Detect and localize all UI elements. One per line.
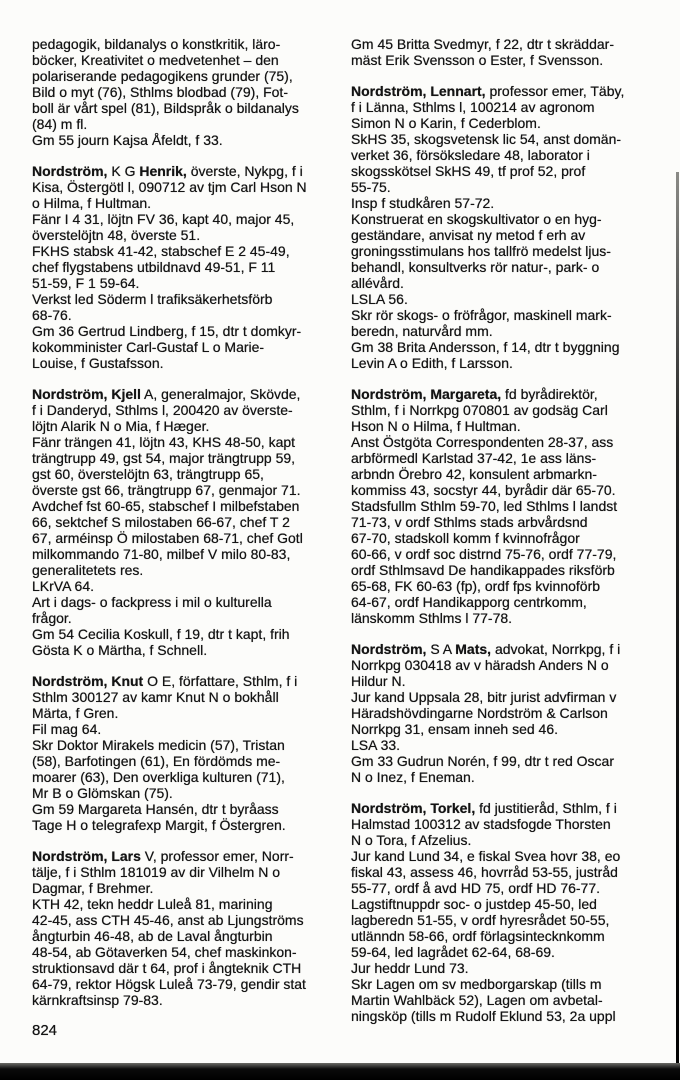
entry-text: A, generalmajor, Skövde, xyxy=(140,386,301,402)
text-line: Verkst led Söderm l trafiksäkerhetsförb xyxy=(32,291,273,307)
entry-name: Henrik, xyxy=(139,163,187,179)
text-line: allévård. xyxy=(351,275,404,291)
text-line: Konstruerat en skogskultivator o en hyg- xyxy=(351,211,602,227)
text-line: Norrkpg 030418 av v häradsh Anders N o xyxy=(351,657,609,673)
text-line: beredn, naturvård mm. xyxy=(351,323,493,339)
text-line: lagberedn 51-55, v ordf hyresrådet 50-55, xyxy=(351,912,610,928)
text-line: ångturbin 46-48, ab de Laval ångturbin xyxy=(32,928,273,944)
text-line: Norrkpg 31, ensam inneh sed 46. xyxy=(351,721,559,737)
entry-text: advokat, Norrkpg, f i xyxy=(491,641,621,657)
scan-artifact-bottom-band xyxy=(0,1063,680,1080)
text-line: KTH 42, tekn heddr Luleå 81, marining xyxy=(32,896,273,912)
text-line: 67-70, stadskoll komm f kvinnofrågor xyxy=(351,530,580,546)
text-line: 68-76. xyxy=(32,307,72,323)
text-line: 64-67, ordf Handikapporg centrkomm, xyxy=(351,594,587,610)
text-line: Sthlm, f i Norrkpg 070801 av godsäg Carl xyxy=(351,402,608,418)
text-line: 48-54, ab Götaverken 54, chef maskinkon- xyxy=(32,944,297,960)
entry-name: Nordström, Torkel, xyxy=(351,800,476,816)
text-line: ordf Sthlmsavd De handikappades riksförb xyxy=(351,562,615,578)
text-line: gst 60, överstelöjtn 63, trängtrupp 65, xyxy=(32,466,264,482)
text-line: 59-64, led lagrådet 62-64, 68-69. xyxy=(351,944,555,960)
right-column xyxy=(351,36,669,1024)
text-line: 42-45, ass CTH 45-46, anst ab Ljungströms xyxy=(32,912,304,928)
text-line: (84) m fl. xyxy=(32,116,88,132)
text-line: Märta, f Gren. xyxy=(32,705,119,721)
text-line: Bild o myt (76), Sthlms blodbad (79), Fot- xyxy=(32,84,288,100)
text-line: behandl, konsultverks rör natur-, park- o xyxy=(351,259,600,275)
entry-name: Nordström, Kjell xyxy=(32,386,141,402)
text-line: 71-73, v ordf Sthlms stads arbvårdsnd xyxy=(351,514,588,530)
text-line: Fänr I 4 31, löjtn FV 36, kapt 40, major 45, xyxy=(32,211,295,227)
text-line: verket 36, försöksledare 48, laborator i xyxy=(351,147,590,163)
text-line: trängtrupp 49, gst 54, major trängtrupp 59, xyxy=(32,450,296,466)
text-line: länskomm Sthlms l 77-78. xyxy=(351,610,513,626)
text-line: LSLA 56. xyxy=(351,291,408,307)
text-line: Dagmar, f Brehmer. xyxy=(32,880,154,896)
text-line: överste gst 66, trängtrupp 67, genmajor 71. xyxy=(32,482,301,498)
text-line: SkHS 35, skogsvetensk lic 54, anst domän- xyxy=(351,131,622,147)
text-line: Avdchef fst 60-65, stabschef I milbefstaben xyxy=(32,498,300,514)
entry-text: V, professor emer, Norr- xyxy=(140,848,294,864)
text-line: 51-59, F 1 59-64. xyxy=(32,275,140,291)
text-line: pedagogik, bildanalys o konstkritik, läro- xyxy=(32,36,281,52)
text-line: Tage H o telegrafexp Margit, f Östergren. xyxy=(32,817,286,833)
entry-name: Nordström, Lars xyxy=(32,848,141,864)
text-line: Jur kand Uppsala 28, bitr jurist advfirman v xyxy=(351,689,617,705)
entry-name: Nordström, Knut xyxy=(32,673,144,689)
text-line: FKHS stabsk 41-42, stabschef E 2 45-49, xyxy=(32,243,290,259)
text-line: utlänndn 58-66, ordf förlagsintecknkomm xyxy=(351,928,605,944)
text-line xyxy=(351,83,669,99)
text-line: Gm 45 Britta Svedmyr, f 22, dtr t skräddar- xyxy=(351,36,614,52)
text-line: moarer (63), Den overkliga kulturen (71), xyxy=(32,769,285,785)
text-line: 65-68, FK 60-63 (fp), ordf fps kvinnoförb xyxy=(351,578,601,594)
text-line: Gm 55 journ Kajsa Åfeldt, f 33. xyxy=(32,132,223,148)
text-line: o Hilma, f Hultman. xyxy=(32,195,152,211)
text-line: Simon N o Karin, f Cederblom. xyxy=(351,115,541,131)
text-line: 55-75. xyxy=(351,179,391,195)
text-line: 55-77, ordf å avd HD 75, ordf HD 76-77. xyxy=(351,880,601,896)
text-line: fiskal 43, assess 46, hovrråd 53-55, justråd xyxy=(351,864,618,880)
text-line: arbförmedl Karlstad 37-42, 1e ass läns- xyxy=(351,450,597,466)
text-line: Hson N o Hilma, f Hultman. xyxy=(351,418,521,434)
text-line xyxy=(351,800,669,816)
entry-text: K G xyxy=(107,163,140,179)
text-line: generalitetets res. xyxy=(32,562,144,578)
text-line: Gm 36 Gertrud Lindberg, f 15, dtr t domkyr- xyxy=(32,323,302,339)
entry-text: fd byrådirektör, xyxy=(501,386,598,402)
entry-knut xyxy=(32,673,350,833)
text-line: Skr Doktor Mirakels medicin (57), Tristan xyxy=(32,737,285,753)
text-line: LKrVA 64. xyxy=(32,578,95,594)
text-line: chef flygstabens utbildnavd 49-51, F 11 xyxy=(32,259,276,275)
text-line: Art i dags- o fackpress i mil o kulturella xyxy=(32,594,272,610)
text-line: Halmstad 100312 av stadsfogde Thorsten xyxy=(351,816,611,832)
text-line: Stadsfullm Sthlm 59-70, led Sthlms l landst xyxy=(351,498,618,514)
text-line: 66, sektchef S milostaben 66-67, chef T 2 xyxy=(32,514,290,530)
page-number: 824 xyxy=(32,1022,58,1039)
text-line: N o Tora, f Afzelius. xyxy=(351,832,472,848)
text-line: mäst Erik Svensson o Ester, f Svensson. xyxy=(351,52,604,68)
text-line: överstelöjtn 48, överste 51. xyxy=(32,227,201,243)
text-line: Gösta K o Märtha, f Schnell. xyxy=(32,642,208,658)
text-line: groningsstimulans hos tallfrö medelst ljus- xyxy=(351,243,611,259)
entry-lennart xyxy=(351,83,669,371)
text-line: Levin A o Edith, f Larsson. xyxy=(351,355,513,371)
text-line: f i Danderyd, Sthlms l, 200420 av överste- xyxy=(32,402,293,418)
scan-artifact-right-edge xyxy=(676,172,679,1080)
entry-lars xyxy=(32,848,350,1008)
text-line: (58), Barfotingen (61), En fördömds me- xyxy=(32,753,281,769)
text-line: Kisa, Östergötl l, 090712 av tjm Carl Hson N xyxy=(32,179,307,195)
entry-name: Nordström, Lennart, xyxy=(351,83,486,99)
text-line: Anst Östgöta Correspondenten 28-37, ass xyxy=(351,434,614,450)
text-line: boll är vårt spel (81), Bildspråk o bildanalys xyxy=(32,100,299,116)
text-line: Häradshövdingarne Nordström & Carlson xyxy=(351,705,608,721)
entry-k-g-henrik xyxy=(32,163,350,371)
text-line xyxy=(351,641,669,657)
text-line: Fänr trängen 41, löjtn 43, KHS 48-50, kapt xyxy=(32,434,296,450)
text-line: Gm 33 Gudrun Norén, f 99, dtr t red Oscar xyxy=(351,753,614,769)
text-line: böcker, Kreativitet o medvetenhet – den xyxy=(32,52,279,68)
text-line: Mr B o Glömskan (75). xyxy=(32,785,173,801)
text-line: arbndn Örebro 42, konsulent arbmarkn- xyxy=(351,466,597,482)
entry-margareta xyxy=(351,386,669,626)
text-line: skogsskötsel SkHS 49, tf prof 52, prof xyxy=(351,163,586,179)
entry-text: fd justitieråd, Sthlm, f i xyxy=(475,800,617,816)
text-line: kokomminister Carl-Gustaf L o Marie- xyxy=(32,339,265,355)
text-line: Skr rör skogs- o fröfrågor, maskinell mark- xyxy=(351,307,612,323)
left-column xyxy=(32,36,350,1008)
text-line: 64-79, rektor Högsk Luleå 73-79, gendir stat xyxy=(32,976,306,992)
entry-text: O E, författare, Sthlm, f i xyxy=(143,673,298,689)
text-line: struktionsavd där t 64, prof i ångteknik CTH xyxy=(32,960,302,976)
text-line: Martin Wahlbäck 52), Lagen om avbetal- xyxy=(351,992,603,1008)
entry-name: Nordström, xyxy=(351,641,427,657)
continuation-previous-entry xyxy=(351,36,669,68)
text-line xyxy=(32,163,350,179)
text-line: Skr Lagen om sv medborgarskap (tills m xyxy=(351,976,602,992)
entry-name: Nordström, Margareta, xyxy=(351,386,502,402)
text-line: löjtn Alarik N o Mia, f Hæger. xyxy=(32,418,210,434)
text-line xyxy=(32,848,350,864)
text-line: polariserande pedagogikens grunder (75), xyxy=(32,68,293,84)
text-line: kärnkraftsinsp 79-83. xyxy=(32,992,163,1008)
text-line: ningsköp (tills m Rudolf Eklund 53, 2a uppl xyxy=(351,1008,616,1024)
entry-s-a-mats xyxy=(351,641,669,785)
text-line: Gm 59 Margareta Hansén, dtr t byråass xyxy=(32,801,279,817)
text-line: Lagstiftnuppdr soc- o justdep 45-50, led xyxy=(351,896,597,912)
text-line: Gm 38 Brita Andersson, f 14, dtr t byggning xyxy=(351,339,620,355)
entry-name: Nordström, xyxy=(32,163,108,179)
entry-text: överste, Nykpg, f i xyxy=(186,163,303,179)
text-line: frågor. xyxy=(32,610,72,626)
text-line: Fil mag 64. xyxy=(32,721,102,737)
text-line: kommiss 43, socstyr 44, byrådir där 65-70. xyxy=(351,482,616,498)
continuation-previous-entry xyxy=(32,36,350,148)
text-line: geständare, anvisat ny metod f erh av xyxy=(351,227,586,243)
text-line: 67, arméinsp Ö milostaben 68-71, chef Gotl xyxy=(32,530,303,546)
text-line xyxy=(32,673,350,689)
entry-kjell xyxy=(32,386,350,658)
entry-text: S A xyxy=(426,641,456,657)
entry-torkel xyxy=(351,800,669,1024)
text-line: Hildur N. xyxy=(351,673,406,689)
text-line xyxy=(351,386,669,402)
text-line: Jur kand Lund 34, e fiskal Svea hovr 38, eo xyxy=(351,848,621,864)
text-line: N o Inez, f Eneman. xyxy=(351,769,475,785)
entry-name: Mats, xyxy=(455,641,492,657)
text-line: LSA 33. xyxy=(351,737,401,753)
text-line: Louise, f Gustafsson. xyxy=(32,355,164,371)
text-line: tälje, f i Sthlm 181019 av dir Vilhelm N o xyxy=(32,864,280,880)
text-line: Jur heddr Lund 73. xyxy=(351,960,469,976)
text-line xyxy=(32,386,350,402)
text-line: Sthlm 300127 av kamr Knut N o bokhåll xyxy=(32,689,279,705)
entry-text: professor emer, Täby, xyxy=(485,83,625,99)
text-line: Gm 54 Cecilia Koskull, f 19, dtr t kapt, frih xyxy=(32,626,290,642)
text-line: Insp f studkåren 57-72. xyxy=(351,195,495,211)
text-line: f i Länna, Sthlms l, 100214 av agronom xyxy=(351,99,595,115)
text-line: 60-66, v ordf soc distrnd 75-76, ordf 77-79, xyxy=(351,546,617,562)
text-line: milkommando 71-80, milbef V milo 80-83, xyxy=(32,546,291,562)
